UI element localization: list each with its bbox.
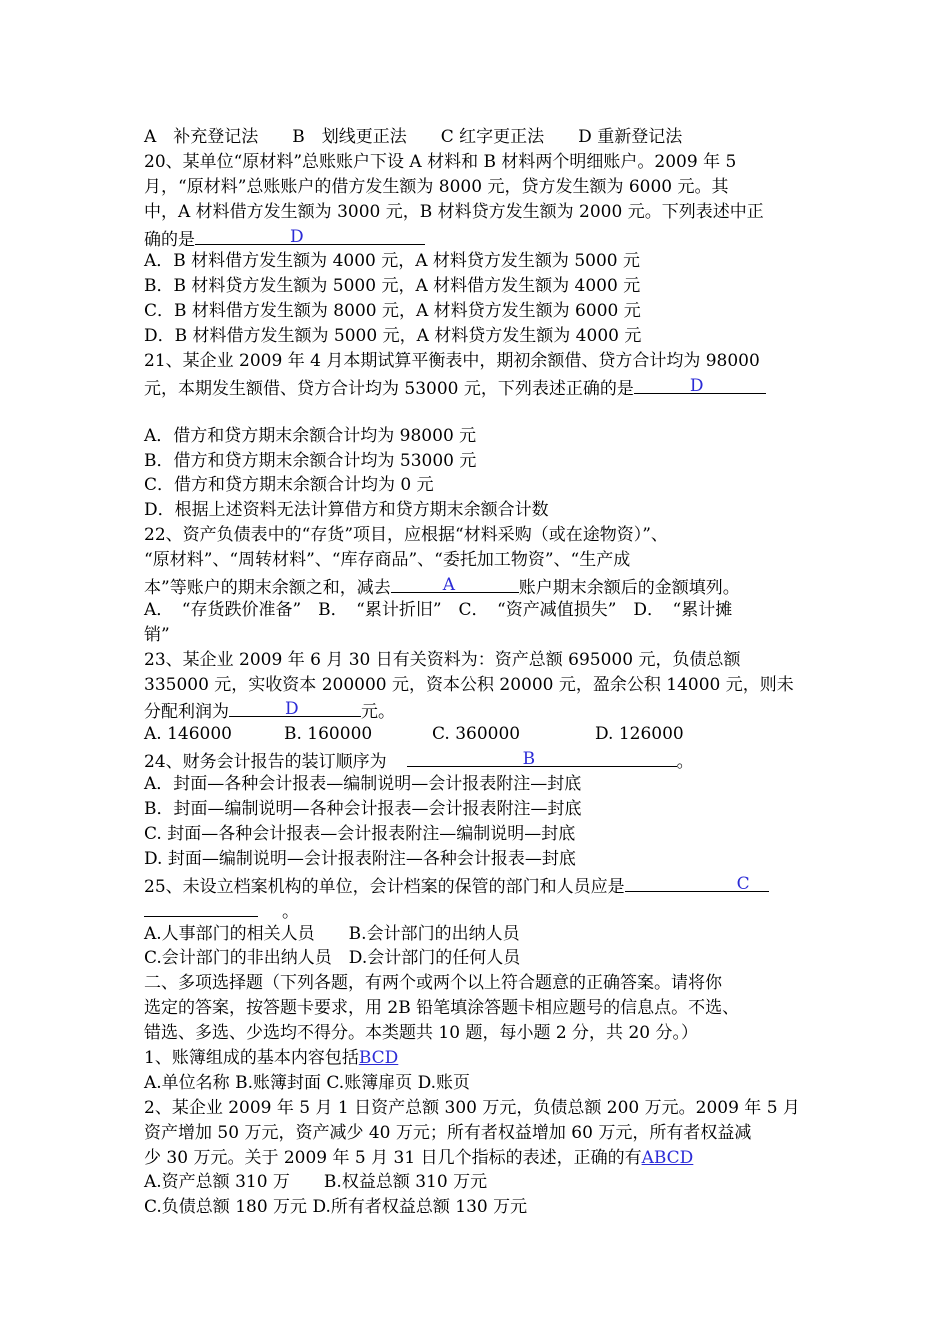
q23-stem-prefix: 分配利润为 bbox=[144, 702, 229, 723]
q22-stem-suffix: 账户期末余额后的金额填列。 bbox=[518, 578, 740, 599]
q24-stem-suffix: 。 bbox=[676, 752, 694, 773]
q19-options: A 补充登记法 B 划线更正法 C 红字更正法 D 重新登记法 bbox=[144, 127, 683, 147]
q25-stem-suffix: 。 bbox=[282, 901, 299, 922]
m2-stem-line-1: 2、某企业 2009 年 5 月 1 日资产总额 300 万元，负债总额 200 万元。2009 年 5 月 bbox=[144, 1097, 800, 1118]
q20-stem-line-1: 20、某单位“原材料”总账账户下设 A 材料和 B 材料两个明细账户。2009 年 5 bbox=[144, 151, 737, 172]
m2-stem-prefix: 少 30 万元。关于 2009 年 5 月 31 日几个指标的表述，正确的有 bbox=[144, 1147, 642, 1168]
q21-stem-line-1: 21、某企业 2009 年 4 月本期试算平衡表中，期初余额借、贷方合计均为 98000 bbox=[144, 351, 760, 372]
m1-stem bbox=[144, 1046, 824, 1071]
q24-option-d: D. 封面—编制说明—会计报表附注—各种会计报表—封底 bbox=[144, 848, 576, 869]
q22-options-line-2: 销” bbox=[144, 624, 170, 645]
q21-option-b: B．借方和贷方期末余额合计均为 53000 元 bbox=[144, 450, 477, 471]
q20-option-c: C．B 材料借方发生额为 8000 元，A 材料贷方发生额为 6000 元 bbox=[144, 301, 641, 322]
q20-option-d: D．B 材料借方发生额为 5000 元，A 材料贷方发生额为 4000 元 bbox=[144, 326, 642, 347]
q22-answer-blank bbox=[391, 573, 519, 596]
q25-answer-blank-continued bbox=[144, 897, 258, 917]
m2-stem-line-2: 资产增加 50 万元，资产减少 40 万元；所有者权益增加 60 万元，所有者权益减 bbox=[144, 1122, 752, 1143]
q23-stem-line-1: 23、某企业 2009 年 6 月 30 日有关资料为：资产总额 695000 元，负债总额 bbox=[144, 649, 741, 670]
m2-stem-line-3 bbox=[144, 1146, 824, 1171]
q23-stem-line-2: 335000 元，实收资本 200000 元，资本公积 20000 元，盈余公积 14000 元，则未 bbox=[144, 674, 794, 695]
q20-stem-prefix: 确的是 bbox=[144, 229, 195, 250]
q24-answer-blank bbox=[407, 747, 677, 770]
q25-stem-prefix: 25、未设立档案机构的单位，会计档案的保管的部门和人员应是 bbox=[144, 876, 625, 897]
q25-answer: C bbox=[736, 873, 750, 894]
q25-options-line-1: A.人事部门的相关人员 B.会计部门的出纳人员 bbox=[144, 923, 520, 944]
q21-stem-line-2 bbox=[144, 374, 824, 399]
q23-options bbox=[144, 722, 824, 747]
q21-option-a: A．借方和贷方期末余额合计均为 98000 元 bbox=[144, 425, 477, 446]
q21-option-c: C．借方和贷方期末余额合计均为 0 元 bbox=[144, 475, 434, 496]
m1-options: A.单位名称 B.账簿封面 C.账簿扉页 D.账页 bbox=[144, 1072, 471, 1093]
q23-option-b: B. 160000 bbox=[284, 724, 373, 745]
q23-answer-blank bbox=[229, 697, 361, 720]
m1-answer: BCD bbox=[358, 1047, 399, 1068]
q21-answer-blank bbox=[634, 374, 766, 394]
q23-option-c: C. 360000 bbox=[432, 724, 521, 745]
m2-options-line-1: A.资产总额 310 万 B.权益总额 310 万元 bbox=[144, 1172, 488, 1193]
section2-heading-line-2: 选定的答案，按答题卡要求，用 2B 铅笔填涂答题卡相应题号的信息点。不选、 bbox=[144, 998, 740, 1019]
q20-option-b: B．B 材料贷方发生额为 5000 元，A 材料借方发生额为 4000 元 bbox=[144, 276, 641, 297]
m1-stem-prefix: 1、账簿组成的基本内容包括 bbox=[144, 1047, 359, 1068]
m2-options-line-2: C.负债总额 180 万元 D.所有者权益总额 130 万元 bbox=[144, 1197, 528, 1218]
q21-answer: D bbox=[689, 375, 704, 396]
section2-heading-line-3: 错选、多选、少选均不得分。本类题共 10 题，每小题 2 分，共 20 分。） bbox=[144, 1023, 699, 1044]
q24-stem-prefix: 24、财务会计报告的装订顺序为 bbox=[144, 752, 387, 773]
q25-stem-line-2 bbox=[144, 897, 824, 922]
q22-stem-prefix: 本”等账户的期末余额之和，减去 bbox=[144, 578, 391, 599]
section2-heading-line-1: 二、多项选择题（下列各题，有两个或两个以上符合题意的正确答案。请将你 bbox=[144, 973, 722, 994]
spacer bbox=[144, 399, 824, 424]
q23-option-a: A. 146000 bbox=[144, 724, 232, 745]
q24-stem bbox=[144, 747, 824, 772]
q22-stem-line-1: 22、资产负债表中的“存货”项目，应根据“材料采购（或在途物资）”、 bbox=[144, 525, 668, 546]
q22-answer: A bbox=[442, 575, 455, 596]
q23-stem-suffix: 元。 bbox=[361, 702, 395, 723]
m2-answer: ABCD bbox=[641, 1147, 694, 1168]
q20-stem-line-3: 中，A 材料借方发生额为 3000 元，B 材料贷方发生额为 2000 元。下列表述中正 bbox=[144, 201, 764, 222]
q23-stem-line-3 bbox=[144, 697, 824, 722]
q24-option-a: A．封面—各种会计报表—编制说明—会计报表附注—封底 bbox=[144, 774, 582, 795]
q21-option-d: D．根据上述资料无法计算借方和贷方期末余额合计数 bbox=[144, 500, 549, 521]
exam-content bbox=[144, 125, 824, 1220]
q20-stem-line-4 bbox=[144, 225, 824, 250]
q20-stem-line-2: 月，“原材料”总账账户的借方发生额为 8000 元，贷方发生额为 6000 元。其 bbox=[144, 176, 729, 197]
q20-answer-blank bbox=[195, 225, 425, 245]
q25-stem-line-1 bbox=[144, 872, 824, 897]
q24-option-b: B．封面—编制说明—各种会计报表—会计报表附注—封底 bbox=[144, 799, 582, 820]
q25-options-line-2: C.会计部门的非出纳人员 D.会计部门的任何人员 bbox=[144, 948, 521, 969]
q23-answer: D bbox=[285, 699, 299, 720]
q24-answer: B bbox=[522, 749, 536, 770]
q22-stem-line-2: “原材料”、“周转材料”、“库存商品”、“委托加工物资”、“生产成 bbox=[144, 550, 631, 571]
q22-options-line-1: A． “存货跌价准备” B． “累计折旧” C． “资产减值损失” D． “累计摊 bbox=[144, 599, 733, 620]
q25-answer-blank bbox=[625, 872, 769, 892]
q22-stem-line-3 bbox=[144, 573, 824, 598]
q20-answer: D bbox=[290, 226, 304, 247]
q24-option-c: C. 封面—各种会计报表—会计报表附注—编制说明—封底 bbox=[144, 823, 576, 844]
q20-option-a: A．B 材料借方发生额为 4000 元，A 材料贷方发生额为 5000 元 bbox=[144, 251, 640, 272]
q23-option-d: D. 126000 bbox=[595, 724, 684, 745]
q21-stem-prefix: 元，本期发生额借、贷方合计均为 53000 元，下列表述正确的是 bbox=[144, 378, 634, 399]
